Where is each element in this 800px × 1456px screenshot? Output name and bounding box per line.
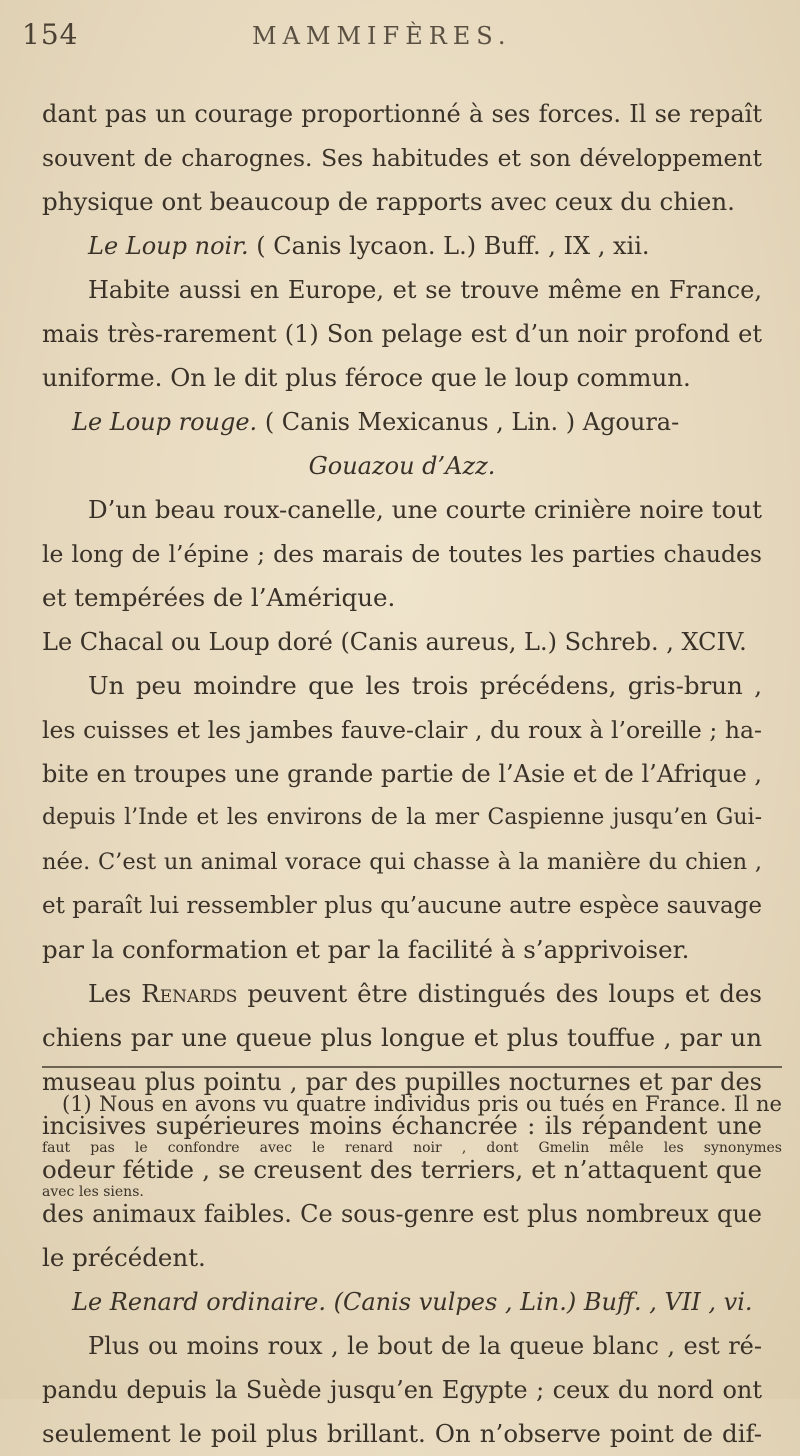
text-line: souvent de charognes. Ses habitudes et son développement <box>42 144 762 172</box>
text-line: bite en troupes une grande partie de l’Asie et de l’Afrique , <box>42 760 763 788</box>
text-line: depuis l’Inde et les environs de la mer Caspienne jusqu’en Gui- <box>42 805 762 830</box>
text-line: le long de l’épine ; des marais de toutes les parties chaudes <box>42 540 762 568</box>
text-line: incisives supérieures moins échancrée : ils répandent une <box>42 1112 762 1140</box>
text-line: Habite aussi en Europe, et se trouve même en France, <box>88 276 762 304</box>
genus-name: Renards <box>141 979 238 1008</box>
text-line: chiens par une queue plus longue et plus touffue , par un <box>42 1023 762 1052</box>
text-line: dant pas un courage proportionné à ses forces. Il se repaît <box>42 100 762 128</box>
species-name: Le Loup noir. <box>88 232 249 260</box>
species-heading-jackal: Le Chacal ou Loup doré (Canis aureus, L.) Schreb. , XCIV. <box>42 628 747 656</box>
footnote-line: (1) Nous en avons vu quatre individus pris ou tués en France. Il ne <box>62 1092 782 1116</box>
species-reference: ( Canis Mexicanus , Lin. ) Agoura- <box>257 408 680 436</box>
footnote-line: faut pas le confondre avec le renard noir , dont Gmelin mêle les synonymes <box>42 1140 782 1156</box>
species-reference: ( Canis lycaon. L.) Buff. , IX , xii. <box>248 232 650 260</box>
text-line: mais très-rarement (1) Son pelage est d’un noir profond et <box>42 320 762 348</box>
footnote-line: avec les siens. <box>42 1184 144 1200</box>
text-line: par la conformation et par la facilité à s’apprivoiser. <box>42 935 690 964</box>
text-line: Plus ou moins roux , le bout de la queue blanc , est ré- <box>88 1332 762 1360</box>
species-heading-black-wolf <box>42 224 762 268</box>
species-synonym: Gouazou d’Azz. <box>308 452 496 480</box>
text-line: museau plus pointu , par des pupilles nocturnes et par des <box>42 1068 762 1096</box>
species-heading-red-wolf <box>42 400 762 444</box>
text-line: pandu depuis la Suède jusqu’en Egypte ; ceux du nord ont <box>42 1376 762 1404</box>
text-line: et paraît lui ressembler plus qu’aucune autre espèce sauvage <box>42 893 762 919</box>
text-line: odeur fétide , se creusent des terriers, et n’attaquent que <box>42 1155 762 1184</box>
page-header <box>22 10 782 50</box>
footnote-divider <box>42 1066 782 1068</box>
text-line: uniforme. On le dit plus féroce que le loup commun. <box>42 363 691 392</box>
species-name: Le Loup rouge. <box>72 408 258 436</box>
text-line: physique ont beaucoup de rapports avec ceux du chien. <box>42 187 735 216</box>
text-line-foxes: Les Renards peuvent être distingués des loups et des <box>88 979 762 1008</box>
body-text <box>42 92 762 1456</box>
text-line: le précédent. <box>42 1243 206 1272</box>
text-line: née. C’est un animal vorace qui chasse à la manière du chien , <box>42 849 762 875</box>
text-line: Un peu moindre que les trois précédens, gris-brun , <box>88 671 762 700</box>
text-line: D’un beau roux-canelle, une courte crinière noire tout <box>88 495 762 524</box>
text-line: des animaux faibles. Ce sous-genre est plus nombreux que <box>42 1200 762 1228</box>
text-line: et tempérées de l’Amérique. <box>42 583 396 612</box>
page-number: 154 <box>22 18 79 51</box>
running-head: MAMMIFÈRES. <box>252 22 512 50</box>
text-line: les cuisses et les jambes fauve-clair , du roux à l’oreille ; ha- <box>42 716 762 744</box>
species-heading-common-fox: Le Renard ordinaire. (Canis vulpes , Lin.) Buff. , VII , vi. <box>72 1288 753 1316</box>
text-line: seulement le poil plus brillant. On n’observe point de dif- <box>42 1419 762 1448</box>
